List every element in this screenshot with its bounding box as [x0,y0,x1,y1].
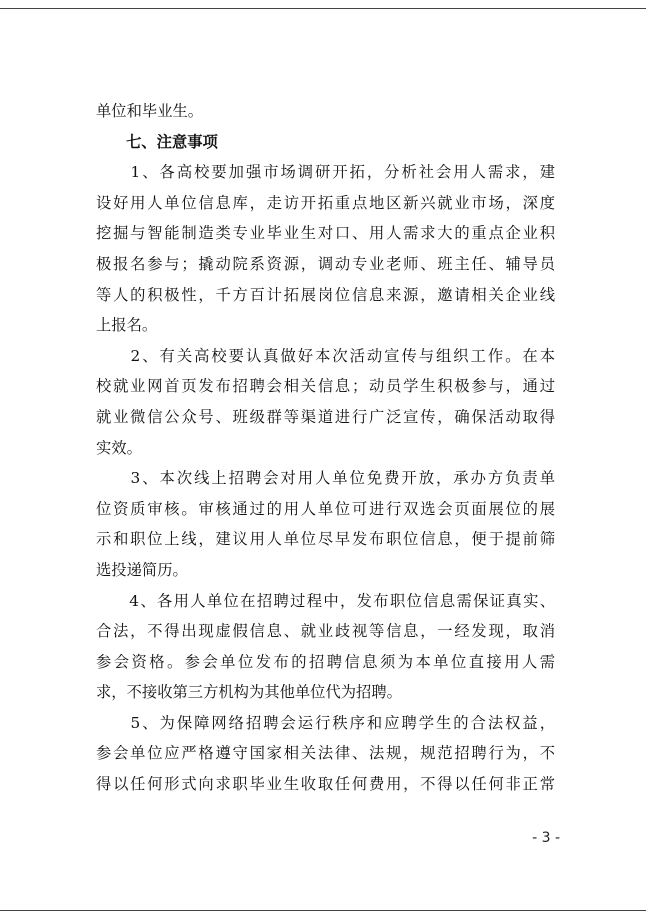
paragraph-line: 2、有关高校要认真做好本次活动宣传与组织工作。在本 [96,346,555,365]
paragraph-line: 就业微信公众号、班级群等渠道进行广泛宣传，确保活动取得 [96,407,555,426]
paragraph-line: 实效。 [96,438,142,457]
paragraph-line: 参会单位应严格遵守国家相关法律、法规，规范招聘行为，不 [96,744,555,763]
document-body [96,96,555,800]
paragraph-line: 校就业网首页发布招聘会相关信息；动员学生积极参与，通过 [96,377,555,396]
paragraph-line: 5、为保障网络招聘会运行秩序和应聘学生的合法权益， [96,713,555,732]
paragraph-line: 得以任何形式向求职毕业生收取任何费用，不得以任何非正常 [96,775,555,794]
paragraph-line: 示和职位上线，建议用人单位尽早发布职位信息，便于提前筛 [96,530,555,549]
paragraph-line: 4、各用人单位在招聘过程中，发布职位信息需保证真实、 [96,591,555,610]
paragraph-line: 合法，不得出现虚假信息、就业歧视等信息，一经发现，取消 [96,622,555,641]
bottom-rule [0,910,646,911]
paragraph-line: 求，不接收第三方机构为其他单位代为招聘。 [96,683,402,702]
section-heading: 七、注意事项 [126,132,218,151]
paragraph-line: 极报名参与；撬动院系资源，调动专业老师、班主任、辅导员 [96,254,555,273]
paragraph-line: 设好用人单位信息库，走访开拓重点地区新兴就业市场，深度 [96,193,555,212]
paragraph-line: 1、各高校要加强市场调研开拓，分析社会用人需求，建 [96,163,555,182]
paragraph-line: 挖掘与智能制造类专业毕业生对口、用人需求大的重点企业积 [96,224,555,243]
paragraph-4 [96,586,555,708]
page-number: - 3 - [532,830,560,846]
paragraph-line: 上报名。 [96,316,158,335]
paragraph-line: 参会资格。参会单位发布的招聘信息须为本单位直接用人需 [96,652,555,671]
paragraph-2 [96,341,555,463]
paragraph-line: 等人的积极性，千方百计拓展岗位信息来源，邀请相关企业线 [96,285,555,304]
paragraph-5 [96,708,555,800]
paragraph-line: 选投递简历。 [96,560,188,579]
paragraph-line: 3、本次线上招聘会对用人单位免费开放，承办方负责单 [96,469,555,488]
paragraph-3 [96,463,555,585]
paragraph-1 [96,157,555,341]
paragraph-line: 位资质审核。审核通过的用人单位可进行双选会页面展位的展 [96,499,555,518]
intro-tail-line: 单位和毕业生。 [96,102,204,120]
top-rule [0,0,646,9]
